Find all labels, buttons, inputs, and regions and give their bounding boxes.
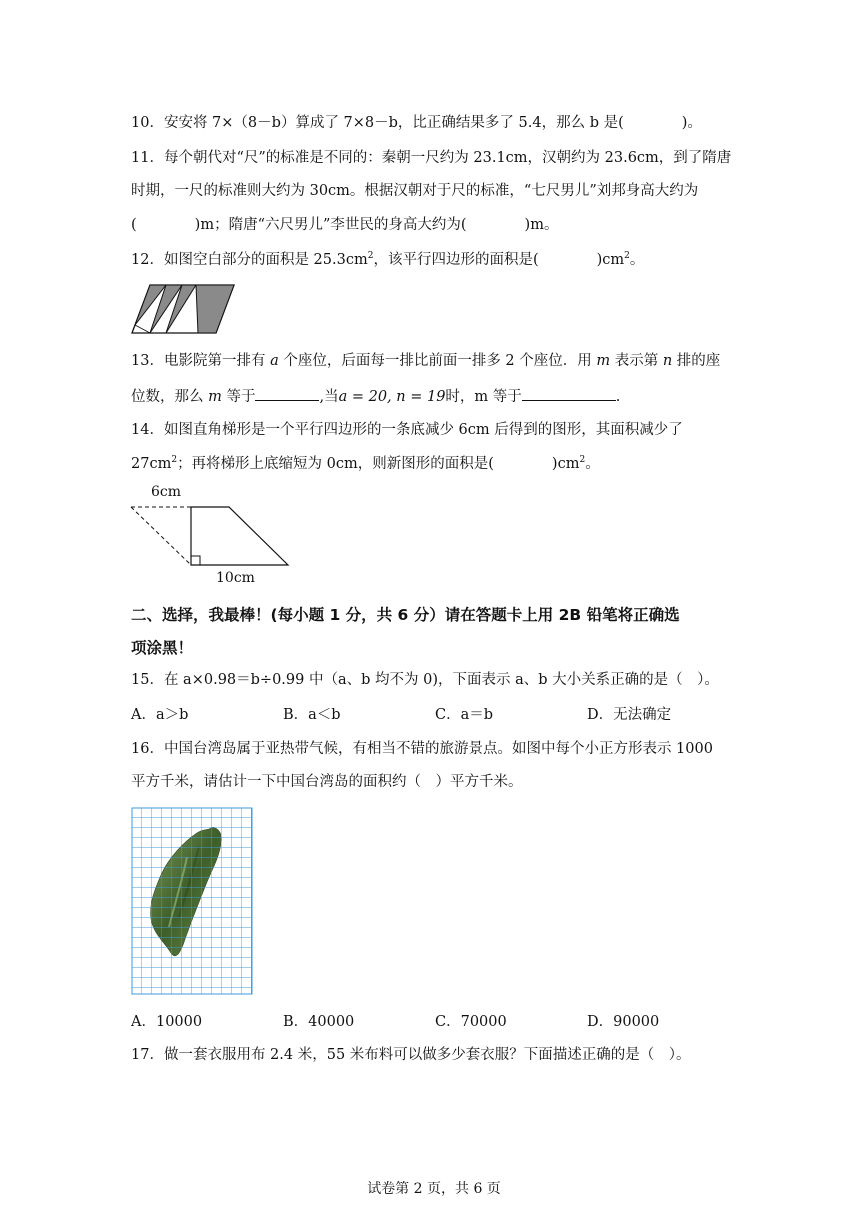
sup-2: 2 <box>579 455 586 465</box>
sup-2: 2 <box>171 455 178 465</box>
parallelogram-figure <box>130 284 236 335</box>
text: . <box>615 389 621 405</box>
text: 。 <box>585 456 600 472</box>
answer-blank[interactable] <box>255 385 319 401</box>
section-2-heading-line-2: 项涂黑！ <box>131 639 194 657</box>
answer-blank[interactable] <box>522 385 616 401</box>
q15-option-d[interactable]: D．无法确定 <box>587 707 672 723</box>
fig14-top-label: 6cm <box>151 484 182 500</box>
text: 13．电影院第一排有 <box>131 353 271 369</box>
question-12-text-b: ，该平行四边形的面积是( )cm <box>373 252 625 268</box>
question-17: 17．做一套衣服用布 2.4 米，55 米布料可以做多少套衣服？下面描述正确的是（ ）。 <box>131 1047 691 1063</box>
text: ；再将梯形上底缩短为 0cm，则新图形的面积是( )cm <box>177 456 580 472</box>
var-m: m <box>596 353 611 369</box>
text: 排的座 <box>672 353 721 369</box>
text: 27cm <box>131 456 172 472</box>
q16-option-c[interactable]: C．70000 <box>435 1014 507 1030</box>
question-15: 15．在 a×0.98＝b÷0.99 中（a、b 均不为 0)，下面表示 a、b 大小关系正确的是（ ）。 <box>131 672 719 688</box>
page-footer: 试卷第 2 页，共 6 页 <box>367 1181 501 1197</box>
q16-option-d[interactable]: D．90000 <box>587 1014 660 1030</box>
var-n: n <box>662 353 673 369</box>
fig14-bottom-label: 10cm <box>216 570 255 586</box>
q15-option-a[interactable]: A．a＞b <box>131 707 189 723</box>
question-12-text-a: 12．如图空白部分的面积是 25.3cm <box>131 252 368 268</box>
text: 等于 <box>221 389 256 405</box>
q15-option-c[interactable]: C．a＝b <box>435 707 494 723</box>
math-condition: a = 20, n = 19 <box>338 389 446 405</box>
question-10: 10．安安将 7×（8－b）算成了 7×8－b，比正确结果多了 5.4，那么 b 是( )。 <box>131 115 702 131</box>
var-m: m <box>208 389 222 405</box>
question-16-line-2: 平方千米，请估计一下中国台湾岛的面积约（ ）平方千米。 <box>131 774 523 790</box>
question-14-line-2 <box>131 454 600 474</box>
text: 位数，那么 <box>131 389 209 405</box>
sup-2: 2 <box>624 251 630 261</box>
trapezoid-figure <box>128 500 292 570</box>
question-11-line-3: ( )m；隋唐“六尺男儿”李世民的身高大约为( )m。 <box>131 217 559 233</box>
text: 时，m 等于 <box>445 389 522 405</box>
text: 表示第 <box>610 353 663 369</box>
question-12 <box>131 250 644 270</box>
question-11-line-1: 11．每个朝代对“尺”的标准是不同的：秦朝一尺约为 23.1cm，汉朝约为 23.6cm，到了隋唐 <box>131 150 732 166</box>
section-2-heading-line-1: 二、选择，我最棒！(每小题 1 分，共 6 分）请在答题卡上用 2B 铅笔将正确选 <box>131 606 680 624</box>
question-13-line-2 <box>131 385 620 407</box>
question-14-line-1: 14．如图直角梯形是一个平行四边形的一条底减少 6cm 后得到的图形，其面积减少了 <box>131 422 683 438</box>
q16-option-a[interactable]: A．10000 <box>131 1014 203 1030</box>
question-13-line-1 <box>131 351 720 371</box>
question-11-line-2: 时期，一尺的标准则大约为 30cm。根据汉朝对于尺的标准，“七尺男儿”刘邦身高大约为 <box>131 183 699 199</box>
text: 个座位，后面每一排比前面一排多 2 个座位．用 <box>278 353 597 369</box>
question-16-line-1: 16．中国台湾岛属于亚热带气候，有相当不错的旅游景点。如图中每个小正方形表示 1000 <box>131 741 713 757</box>
question-12-text-c: 。 <box>629 252 645 268</box>
q15-option-b[interactable]: B．a＜b <box>283 707 341 723</box>
sup-2: 2 <box>367 251 374 261</box>
text: ,当 <box>319 389 339 405</box>
var-a: a <box>270 353 279 369</box>
q16-option-b[interactable]: B．40000 <box>283 1014 355 1030</box>
taiwan-grid-map <box>131 807 253 995</box>
